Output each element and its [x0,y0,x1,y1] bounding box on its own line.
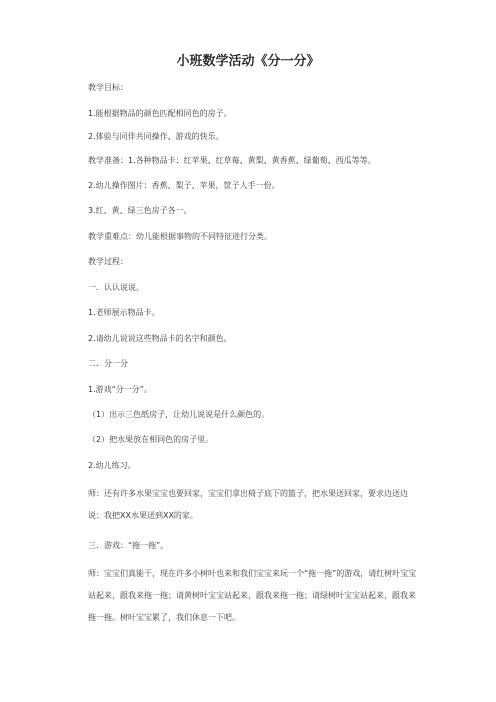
paragraph-section-2-sub-2: （2）把水果放在相同色的房子里。 [88,435,214,444]
paragraph-teacher-instruction-1: 师：还有许多水果宝宝也要回家，宝宝们拿出椅子底下的篮子，把水果送回家，要求边送边说：我把XX水果送到XX的家。 [88,489,408,520]
paragraph-process-heading: 教学过程： [88,257,128,266]
paragraph-section-1-heading: 一．认认说说。 [88,283,144,292]
paragraph-objective-2: 2.体验与同伴共同操作、游戏的快乐。 [88,132,224,141]
paragraph-preparation-2: 2.幼儿操作图片：香蕉、梨子、苹果，筐子人手一份。 [88,181,280,190]
paragraph-section-3-heading: 三．游戏：“拖一拖”。 [88,541,169,550]
document-title: 小班数学活动《分一分》 [176,54,320,69]
paragraph-section-2-practice: 2.幼儿练习。 [88,461,136,470]
paragraph-teacher-instruction-2: 师：宝宝们真能干，现在许多小树叶也来和我们宝宝来玩一个“拖一拖”的游戏，请红树叶宝宝站起来，跟我来拖一拖；请黄树叶宝宝站起来，跟我来拖一拖；请绿树叶宝宝站起来，跟我来拖一拖。树叶宝宝累了，我们休息一下吧。 [88,569,417,622]
paragraph-section-2-heading: 二．分一分 [88,359,128,368]
paragraph-preparation-3: 3.红、黄、绿三色房子各一。 [88,206,192,215]
paragraph-objective-1: 1.能根据物品的颜色匹配相同色的房子。 [88,109,232,118]
paragraph-objectives-heading: 教学目标： [88,83,128,92]
paragraph-section-1-step-1: 1.老师展示物品卡。 [88,308,160,317]
paragraph-section-1-step-2: 2.请幼儿说说这些物品卡的名字和颜色。 [88,334,232,343]
paragraph-preparation-1: 教学准备：1.各种物品卡：红苹果、红草莓、黄梨、黄香蕉、绿葡萄、西瓜等等。 [88,156,376,165]
paragraph-key-points: 教学重难点：幼儿能根据事物的不同特征进行分类。 [88,232,272,241]
paragraph-section-2-sub-1: （1）出示三色纸房子，让幼儿说说是什么颜色的。 [88,410,270,419]
paragraph-section-2-game: 1.游戏“分一分”。 [88,385,152,394]
